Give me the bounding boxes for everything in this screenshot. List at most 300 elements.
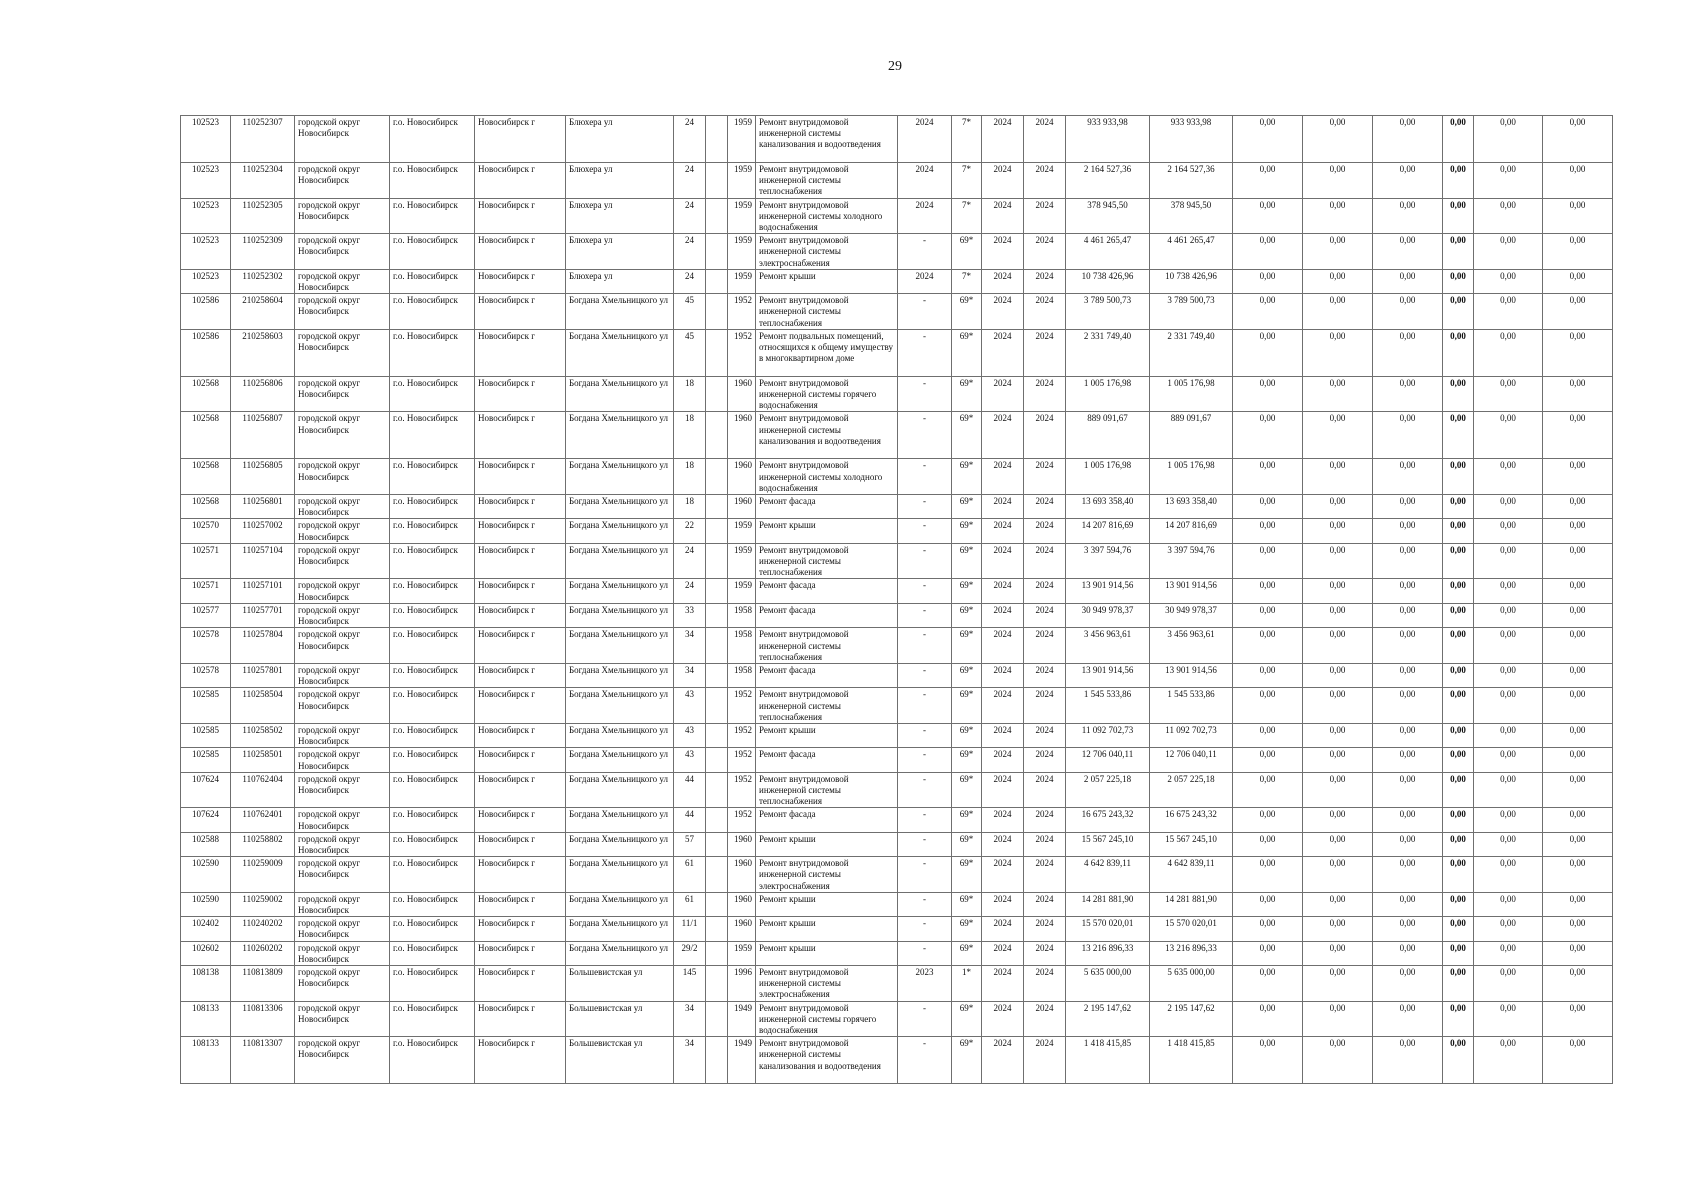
value-6-cell: 0,00: [1543, 294, 1613, 330]
start-year-cell: 2024: [982, 723, 1024, 747]
value-4-cell: 0,00: [1443, 163, 1474, 199]
city-cell: Новосибирск г: [475, 892, 566, 916]
work-type-cell: Ремонт внутридомовой инженерной системы горячего водоснабжения: [756, 1001, 898, 1037]
value-6-cell: 0,00: [1543, 1001, 1613, 1037]
end-year-cell: 2024: [1024, 917, 1066, 941]
work-type-cell: Ремонт фасада: [756, 808, 898, 832]
basis-cell: 69*: [952, 543, 982, 579]
street-cell: Богдана Хмельницкого ул: [566, 857, 674, 893]
value-4-cell: 0,00: [1443, 1037, 1474, 1084]
work-code-cell: 110257104: [231, 543, 295, 579]
value-3-cell: 0,00: [1373, 412, 1443, 459]
basis-cell: 69*: [952, 941, 982, 965]
cost-cell: 3 397 594,76: [1066, 543, 1150, 579]
work-type-cell: Ремонт внутридомовой инженерной системы электроснабжения: [756, 965, 898, 1001]
letter-cell: [706, 808, 728, 832]
value-6-cell: 0,00: [1543, 748, 1613, 772]
value-2-cell: 0,00: [1303, 832, 1373, 856]
letter-cell: [706, 857, 728, 893]
end-year-cell: 2024: [1024, 832, 1066, 856]
letter-cell: [706, 543, 728, 579]
house-id-cell: 108133: [181, 1037, 231, 1084]
house-number-cell: 34: [674, 1037, 706, 1084]
value-6-cell: 0,00: [1543, 459, 1613, 495]
street-cell: Богдана Хмельницкого ул: [566, 748, 674, 772]
value-3-cell: 0,00: [1373, 1001, 1443, 1037]
work-code-cell: 110259009: [231, 857, 295, 893]
municipality-cell: г.о. Новосибирск: [390, 857, 475, 893]
value-5-cell: 0,00: [1474, 917, 1543, 941]
plan-year-cell: -: [898, 917, 952, 941]
plan-year-cell: -: [898, 603, 952, 627]
cost-cell: 1 418 415,85: [1066, 1037, 1150, 1084]
end-year-cell: 2024: [1024, 723, 1066, 747]
value-3-cell: 0,00: [1373, 543, 1443, 579]
street-cell: Блюхера ул: [566, 116, 674, 163]
value-4-cell: 0,00: [1443, 198, 1474, 234]
letter-cell: [706, 748, 728, 772]
start-year-cell: 2024: [982, 832, 1024, 856]
street-cell: Большевистская ул: [566, 1037, 674, 1084]
work-code-cell: 110257101: [231, 579, 295, 603]
value-4-cell: 0,00: [1443, 294, 1474, 330]
value-1-cell: 0,00: [1233, 543, 1303, 579]
work-type-cell: Ремонт внутридомовой инженерной системы электроснабжения: [756, 857, 898, 893]
letter-cell: [706, 603, 728, 627]
city-cell: Новосибирск г: [475, 808, 566, 832]
municipality-cell: г.о. Новосибирск: [390, 965, 475, 1001]
build-year-cell: 1996: [728, 965, 756, 1001]
plan-year-cell: -: [898, 832, 952, 856]
value-6-cell: 0,00: [1543, 663, 1613, 687]
letter-cell: [706, 412, 728, 459]
city-cell: Новосибирск г: [475, 116, 566, 163]
value-6-cell: 0,00: [1543, 628, 1613, 664]
value-3-cell: 0,00: [1373, 234, 1443, 270]
end-year-cell: 2024: [1024, 857, 1066, 893]
value-6-cell: 0,00: [1543, 808, 1613, 832]
cost-cell: 2 057 225,18: [1066, 772, 1150, 808]
letter-cell: [706, 519, 728, 543]
start-year-cell: 2024: [982, 772, 1024, 808]
municipality-cell: г.о. Новосибирск: [390, 688, 475, 724]
value-4-cell: 0,00: [1443, 603, 1474, 627]
house-number-cell: 24: [674, 269, 706, 293]
fund-cell: 1 005 176,98: [1150, 376, 1233, 412]
value-6-cell: 0,00: [1543, 603, 1613, 627]
work-type-cell: Ремонт внутридомовой инженерной системы электроснабжения: [756, 234, 898, 270]
basis-cell: 69*: [952, 412, 982, 459]
work-code-cell: 110257002: [231, 519, 295, 543]
basis-cell: 69*: [952, 519, 982, 543]
work-code-cell: 110258501: [231, 748, 295, 772]
letter-cell: [706, 329, 728, 376]
start-year-cell: 2024: [982, 965, 1024, 1001]
street-cell: Богдана Хмельницкого ул: [566, 628, 674, 664]
street-cell: Богдана Хмельницкого ул: [566, 459, 674, 495]
municipality-cell: г.о. Новосибирск: [390, 748, 475, 772]
start-year-cell: 2024: [982, 269, 1024, 293]
value-3-cell: 0,00: [1373, 376, 1443, 412]
value-3-cell: 0,00: [1373, 723, 1443, 747]
fund-cell: 2 057 225,18: [1150, 772, 1233, 808]
fund-cell: 15 567 245,10: [1150, 832, 1233, 856]
value-4-cell: 0,00: [1443, 723, 1474, 747]
fund-cell: 4 642 839,11: [1150, 857, 1233, 893]
plan-year-cell: -: [898, 808, 952, 832]
table-row: [181, 543, 1613, 579]
build-year-cell: 1959: [728, 543, 756, 579]
table-row: [181, 1001, 1613, 1037]
cost-cell: 12 706 040,11: [1066, 748, 1150, 772]
value-2-cell: 0,00: [1303, 748, 1373, 772]
table-row: [181, 1037, 1613, 1084]
municipality-cell: г.о. Новосибирск: [390, 495, 475, 519]
city-cell: Новосибирск г: [475, 772, 566, 808]
value-4-cell: 0,00: [1443, 772, 1474, 808]
plan-year-cell: -: [898, 628, 952, 664]
street-cell: Блюхера ул: [566, 163, 674, 199]
value-4-cell: 0,00: [1443, 892, 1474, 916]
letter-cell: [706, 688, 728, 724]
value-5-cell: 0,00: [1474, 579, 1543, 603]
end-year-cell: 2024: [1024, 892, 1066, 916]
fund-cell: 5 635 000,00: [1150, 965, 1233, 1001]
letter-cell: [706, 917, 728, 941]
end-year-cell: 2024: [1024, 748, 1066, 772]
fund-cell: 2 195 147,62: [1150, 1001, 1233, 1037]
cost-cell: 1 005 176,98: [1066, 376, 1150, 412]
value-4-cell: 0,00: [1443, 628, 1474, 664]
value-6-cell: 0,00: [1543, 688, 1613, 724]
value-1-cell: 0,00: [1233, 917, 1303, 941]
municipality-cell: г.о. Новосибирск: [390, 941, 475, 965]
municipality-cell: г.о. Новосибирск: [390, 519, 475, 543]
value-2-cell: 0,00: [1303, 1037, 1373, 1084]
value-3-cell: 0,00: [1373, 941, 1443, 965]
table-row: [181, 198, 1613, 234]
fund-cell: 2 164 527,36: [1150, 163, 1233, 199]
start-year-cell: 2024: [982, 519, 1024, 543]
city-cell: Новосибирск г: [475, 663, 566, 687]
cost-cell: 1 005 176,98: [1066, 459, 1150, 495]
plan-year-cell: 2024: [898, 116, 952, 163]
work-type-cell: Ремонт внутридомовой инженерной системы холодного водоснабжения: [756, 198, 898, 234]
start-year-cell: 2024: [982, 543, 1024, 579]
fund-cell: 3 397 594,76: [1150, 543, 1233, 579]
work-type-cell: Ремонт крыши: [756, 941, 898, 965]
municipality-cell: г.о. Новосибирск: [390, 772, 475, 808]
street-cell: Богдана Хмельницкого ул: [566, 772, 674, 808]
value-5-cell: 0,00: [1474, 294, 1543, 330]
letter-cell: [706, 1037, 728, 1084]
value-6-cell: 0,00: [1543, 917, 1613, 941]
value-5-cell: 0,00: [1474, 163, 1543, 199]
start-year-cell: 2024: [982, 495, 1024, 519]
end-year-cell: 2024: [1024, 234, 1066, 270]
city-cell: Новосибирск г: [475, 832, 566, 856]
value-5-cell: 0,00: [1474, 628, 1543, 664]
municipality-cell: г.о. Новосибирск: [390, 808, 475, 832]
value-1-cell: 0,00: [1233, 376, 1303, 412]
street-cell: Блюхера ул: [566, 234, 674, 270]
district-cell: городской округ Новосибирск: [295, 965, 390, 1001]
value-5-cell: 0,00: [1474, 269, 1543, 293]
value-1-cell: 0,00: [1233, 832, 1303, 856]
value-6-cell: 0,00: [1543, 772, 1613, 808]
basis-cell: 69*: [952, 234, 982, 270]
letter-cell: [706, 579, 728, 603]
value-6-cell: 0,00: [1543, 892, 1613, 916]
start-year-cell: 2024: [982, 892, 1024, 916]
table-row: [181, 808, 1613, 832]
district-cell: городской округ Новосибирск: [295, 832, 390, 856]
value-5-cell: 0,00: [1474, 543, 1543, 579]
municipality-cell: г.о. Новосибирск: [390, 198, 475, 234]
plan-year-cell: -: [898, 772, 952, 808]
municipality-cell: г.о. Новосибирск: [390, 628, 475, 664]
work-type-cell: Ремонт внутридомовой инженерной системы канализования и водоотведения: [756, 412, 898, 459]
value-6-cell: 0,00: [1543, 965, 1613, 1001]
end-year-cell: 2024: [1024, 116, 1066, 163]
fund-cell: 12 706 040,11: [1150, 748, 1233, 772]
basis-cell: 69*: [952, 748, 982, 772]
value-4-cell: 0,00: [1443, 116, 1474, 163]
house-number-cell: 24: [674, 116, 706, 163]
value-3-cell: 0,00: [1373, 772, 1443, 808]
district-cell: городской округ Новосибирск: [295, 603, 390, 627]
house-id-cell: 102590: [181, 857, 231, 893]
value-6-cell: 0,00: [1543, 163, 1613, 199]
house-number-cell: 18: [674, 376, 706, 412]
street-cell: Большевистская ул: [566, 1001, 674, 1037]
value-2-cell: 0,00: [1303, 579, 1373, 603]
basis-cell: 69*: [952, 1037, 982, 1084]
value-3-cell: 0,00: [1373, 579, 1443, 603]
start-year-cell: 2024: [982, 808, 1024, 832]
table-body: [181, 116, 1613, 1084]
work-type-cell: Ремонт фасада: [756, 495, 898, 519]
municipality-cell: г.о. Новосибирск: [390, 376, 475, 412]
house-id-cell: 102578: [181, 663, 231, 687]
work-type-cell: Ремонт внутридомовой инженерной системы теплоснабжения: [756, 628, 898, 664]
fund-cell: 933 933,98: [1150, 116, 1233, 163]
work-type-cell: Ремонт крыши: [756, 723, 898, 747]
work-type-cell: Ремонт внутридомовой инженерной системы канализования и водоотведения: [756, 116, 898, 163]
basis-cell: 69*: [952, 376, 982, 412]
value-1-cell: 0,00: [1233, 663, 1303, 687]
house-number-cell: 61: [674, 892, 706, 916]
district-cell: городской округ Новосибирск: [295, 198, 390, 234]
value-2-cell: 0,00: [1303, 412, 1373, 459]
street-cell: Богдана Хмельницкого ул: [566, 663, 674, 687]
basis-cell: 69*: [952, 917, 982, 941]
value-5-cell: 0,00: [1474, 857, 1543, 893]
municipality-cell: г.о. Новосибирск: [390, 163, 475, 199]
value-3-cell: 0,00: [1373, 603, 1443, 627]
street-cell: Богдана Хмельницкого ул: [566, 412, 674, 459]
start-year-cell: 2024: [982, 412, 1024, 459]
cost-cell: 30 949 978,37: [1066, 603, 1150, 627]
plan-year-cell: -: [898, 1037, 952, 1084]
work-code-cell: 110257801: [231, 663, 295, 687]
table-row: [181, 234, 1613, 270]
plan-year-cell: -: [898, 543, 952, 579]
basis-cell: 69*: [952, 808, 982, 832]
house-id-cell: 102568: [181, 412, 231, 459]
end-year-cell: 2024: [1024, 376, 1066, 412]
house-number-cell: 24: [674, 579, 706, 603]
start-year-cell: 2024: [982, 1001, 1024, 1037]
work-type-cell: Ремонт подвальных помещений, относящихся к общему имуществу в многоквартирном доме: [756, 329, 898, 376]
city-cell: Новосибирск г: [475, 329, 566, 376]
city-cell: Новосибирск г: [475, 543, 566, 579]
street-cell: Богдана Хмельницкого ул: [566, 603, 674, 627]
house-id-cell: 102568: [181, 495, 231, 519]
value-5-cell: 0,00: [1474, 116, 1543, 163]
plan-year-cell: -: [898, 941, 952, 965]
district-cell: городской округ Новосибирск: [295, 688, 390, 724]
value-4-cell: 0,00: [1443, 329, 1474, 376]
cost-cell: 2 331 749,40: [1066, 329, 1150, 376]
city-cell: Новосибирск г: [475, 917, 566, 941]
value-1-cell: 0,00: [1233, 294, 1303, 330]
value-2-cell: 0,00: [1303, 892, 1373, 916]
cost-cell: 13 216 896,33: [1066, 941, 1150, 965]
value-2-cell: 0,00: [1303, 603, 1373, 627]
city-cell: Новосибирск г: [475, 941, 566, 965]
program-table-sheet: [180, 115, 1612, 1084]
value-4-cell: 0,00: [1443, 917, 1474, 941]
street-cell: Богдана Хмельницкого ул: [566, 376, 674, 412]
plan-year-cell: -: [898, 412, 952, 459]
work-type-cell: Ремонт внутридомовой инженерной системы теплоснабжения: [756, 688, 898, 724]
value-2-cell: 0,00: [1303, 628, 1373, 664]
house-id-cell: 102585: [181, 688, 231, 724]
value-1-cell: 0,00: [1233, 329, 1303, 376]
city-cell: Новосибирск г: [475, 163, 566, 199]
value-4-cell: 0,00: [1443, 663, 1474, 687]
city-cell: Новосибирск г: [475, 459, 566, 495]
value-3-cell: 0,00: [1373, 628, 1443, 664]
district-cell: городской округ Новосибирск: [295, 1037, 390, 1084]
work-type-cell: Ремонт внутридомовой инженерной системы теплоснабжения: [756, 772, 898, 808]
cost-cell: 14 281 881,90: [1066, 892, 1150, 916]
municipality-cell: г.о. Новосибирск: [390, 269, 475, 293]
build-year-cell: 1959: [728, 198, 756, 234]
house-id-cell: 102568: [181, 459, 231, 495]
value-1-cell: 0,00: [1233, 234, 1303, 270]
cost-cell: 933 933,98: [1066, 116, 1150, 163]
basis-cell: 69*: [952, 603, 982, 627]
value-3-cell: 0,00: [1373, 857, 1443, 893]
district-cell: городской округ Новосибирск: [295, 376, 390, 412]
plan-year-cell: -: [898, 892, 952, 916]
plan-year-cell: -: [898, 376, 952, 412]
house-number-cell: 24: [674, 543, 706, 579]
table-row: [181, 163, 1613, 199]
basis-cell: 7*: [952, 269, 982, 293]
plan-year-cell: -: [898, 688, 952, 724]
work-code-cell: 110240202: [231, 917, 295, 941]
letter-cell: [706, 116, 728, 163]
work-code-cell: 210258603: [231, 329, 295, 376]
value-5-cell: 0,00: [1474, 808, 1543, 832]
value-4-cell: 0,00: [1443, 579, 1474, 603]
city-cell: Новосибирск г: [475, 1037, 566, 1084]
value-1-cell: 0,00: [1233, 628, 1303, 664]
cost-cell: 378 945,50: [1066, 198, 1150, 234]
build-year-cell: 1960: [728, 495, 756, 519]
basis-cell: 7*: [952, 163, 982, 199]
start-year-cell: 2024: [982, 198, 1024, 234]
build-year-cell: 1952: [728, 723, 756, 747]
house-number-cell: 18: [674, 495, 706, 519]
letter-cell: [706, 234, 728, 270]
district-cell: городской округ Новосибирск: [295, 748, 390, 772]
value-5-cell: 0,00: [1474, 329, 1543, 376]
table-row: [181, 269, 1613, 293]
value-2-cell: 0,00: [1303, 917, 1373, 941]
start-year-cell: 2024: [982, 941, 1024, 965]
work-type-cell: Ремонт крыши: [756, 269, 898, 293]
build-year-cell: 1958: [728, 628, 756, 664]
value-4-cell: 0,00: [1443, 519, 1474, 543]
value-6-cell: 0,00: [1543, 376, 1613, 412]
table-row: [181, 495, 1613, 519]
basis-cell: 69*: [952, 579, 982, 603]
house-id-cell: 102523: [181, 116, 231, 163]
value-5-cell: 0,00: [1474, 519, 1543, 543]
letter-cell: [706, 663, 728, 687]
value-3-cell: 0,00: [1373, 329, 1443, 376]
value-1-cell: 0,00: [1233, 163, 1303, 199]
work-type-cell: Ремонт крыши: [756, 832, 898, 856]
city-cell: Новосибирск г: [475, 495, 566, 519]
street-cell: Богдана Хмельницкого ул: [566, 329, 674, 376]
value-5-cell: 0,00: [1474, 1037, 1543, 1084]
end-year-cell: 2024: [1024, 495, 1066, 519]
district-cell: городской округ Новосибирск: [295, 519, 390, 543]
basis-cell: 69*: [952, 495, 982, 519]
value-2-cell: 0,00: [1303, 808, 1373, 832]
end-year-cell: 2024: [1024, 198, 1066, 234]
start-year-cell: 2024: [982, 748, 1024, 772]
build-year-cell: 1958: [728, 603, 756, 627]
work-type-cell: Ремонт крыши: [756, 917, 898, 941]
table-row: [181, 892, 1613, 916]
value-1-cell: 0,00: [1233, 772, 1303, 808]
house-id-cell: 108138: [181, 965, 231, 1001]
work-code-cell: 110257804: [231, 628, 295, 664]
house-id-cell: 102586: [181, 329, 231, 376]
basis-cell: 69*: [952, 892, 982, 916]
build-year-cell: 1949: [728, 1001, 756, 1037]
basis-cell: 69*: [952, 832, 982, 856]
fund-cell: 1 545 533,86: [1150, 688, 1233, 724]
plan-year-cell: 2024: [898, 163, 952, 199]
end-year-cell: 2024: [1024, 543, 1066, 579]
value-6-cell: 0,00: [1543, 1037, 1613, 1084]
plan-year-cell: -: [898, 663, 952, 687]
value-5-cell: 0,00: [1474, 892, 1543, 916]
table-row: [181, 748, 1613, 772]
house-id-cell: 102571: [181, 579, 231, 603]
street-cell: Богдана Хмельницкого ул: [566, 917, 674, 941]
fund-cell: 15 570 020,01: [1150, 917, 1233, 941]
work-code-cell: 110256807: [231, 412, 295, 459]
street-cell: Большевистская ул: [566, 965, 674, 1001]
